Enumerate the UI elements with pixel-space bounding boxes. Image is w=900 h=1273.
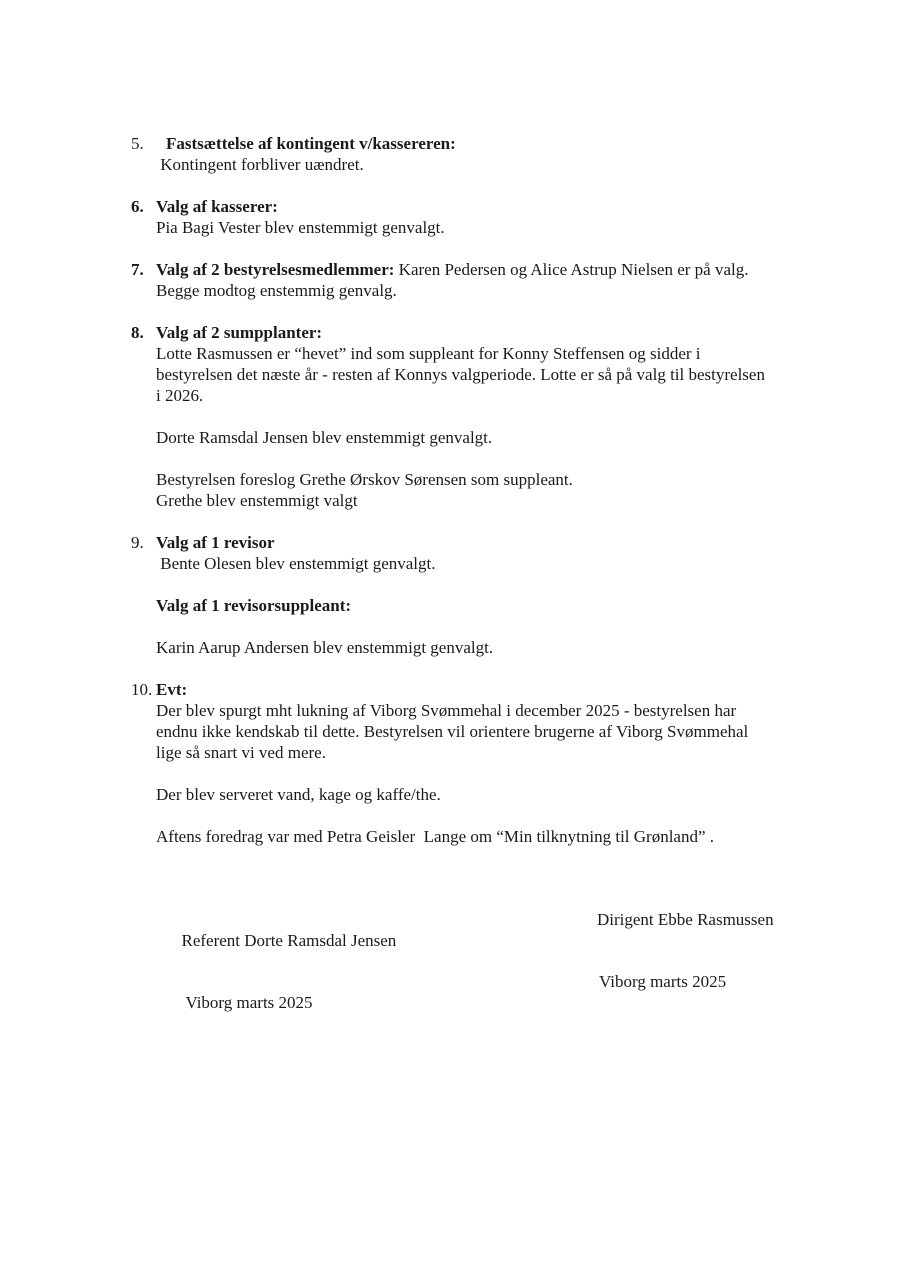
item-heading: Fastsættelse af kontingent v/kassereren: [166,134,456,153]
agenda-item-5 [131,133,900,175]
agenda-item-8 [131,322,900,511]
place-date-right: Viborg marts 2025 [599,972,727,991]
item-content [156,133,771,175]
referent-signature: Referent Dorte Ramsdal Jensen [181,931,397,950]
item-heading: Evt: [156,680,188,699]
item-paragraph: Der blev spurgt mht lukning af Viborg Svømmehal i december 2025 - bestyrelsen har endnu ikke kendskab til dette. Bestyrelsen vil orientere brugerne af Viborg Svømmehal lige så snart vi ved mere. [156,701,753,762]
item-number: 6. [131,197,144,216]
item-subheading: Valg af 1 revisorsuppleant: [156,596,352,615]
item-heading: Valg af 1 revisor [156,533,275,552]
item-paragraph [156,259,771,301]
agenda-item-7 [131,259,900,301]
agenda-item-6 [131,196,900,238]
item-content [156,259,771,301]
item-heading: Valg af 2 bestyrelsesmedlemmer: [156,260,395,279]
item-paragraph: Karin Aarup Andersen blev enstemmigt genvalgt. [156,638,494,657]
item-paragraph: Bente Olesen blev enstemmigt genvalgt. [156,554,436,573]
item-content [156,322,771,511]
item-number: 5. [131,134,144,153]
agenda-item-10 [131,679,900,847]
item-paragraph: Der blev serveret vand, kage og kaffe/the. [156,785,441,804]
dirigent-signature: Dirigent Ebbe Rasmussen [597,910,774,929]
signature-row [156,909,900,950]
item-number: 8. [131,323,144,342]
item-number: 9. [131,533,144,552]
item-heading: Valg af kasserer: [156,197,278,216]
item-content [156,196,771,238]
item-paragraph: Grethe blev enstemmigt valgt [156,491,358,510]
item-content [156,679,771,847]
agenda-item-9 [131,532,900,658]
item-paragraph: Aftens foredrag var med Petra Geisler Lange om “Min tilknytning til Grønland” . [156,827,715,846]
item-paragraph: Dorte Ramsdal Jensen blev enstemmigt genvalgt. [156,428,493,447]
item-number: 10. [131,680,153,699]
item-number: 7. [131,260,144,279]
item-paragraph: Lotte Rasmussen er “hevet” ind som suppleant for Konny Steffensen og sidder i bestyrelsen det næste år - resten af Konnys valgperiode. Lotte er så på valg til bestyrelsen i 2026. [156,344,770,405]
item-paragraph: Bestyrelsen foreslog Grethe Ørskov Sørensen som suppleant. [156,470,573,489]
place-date-left: Viborg marts 2025 [181,993,313,1012]
item-content [156,532,771,658]
item-heading: Valg af 2 sumpplanter: [156,323,323,342]
item-paragraph: Pia Bagi Vester blev enstemmigt genvalgt. [156,218,445,237]
item-heading-continuation: Karen Pedersen og Alice Astrup Nielsen er på valg. Begge modtog enstemmig genvalg. [156,260,753,300]
place-date-row [156,971,900,1012]
item-paragraph: Kontingent forbliver uændret. [156,155,364,174]
